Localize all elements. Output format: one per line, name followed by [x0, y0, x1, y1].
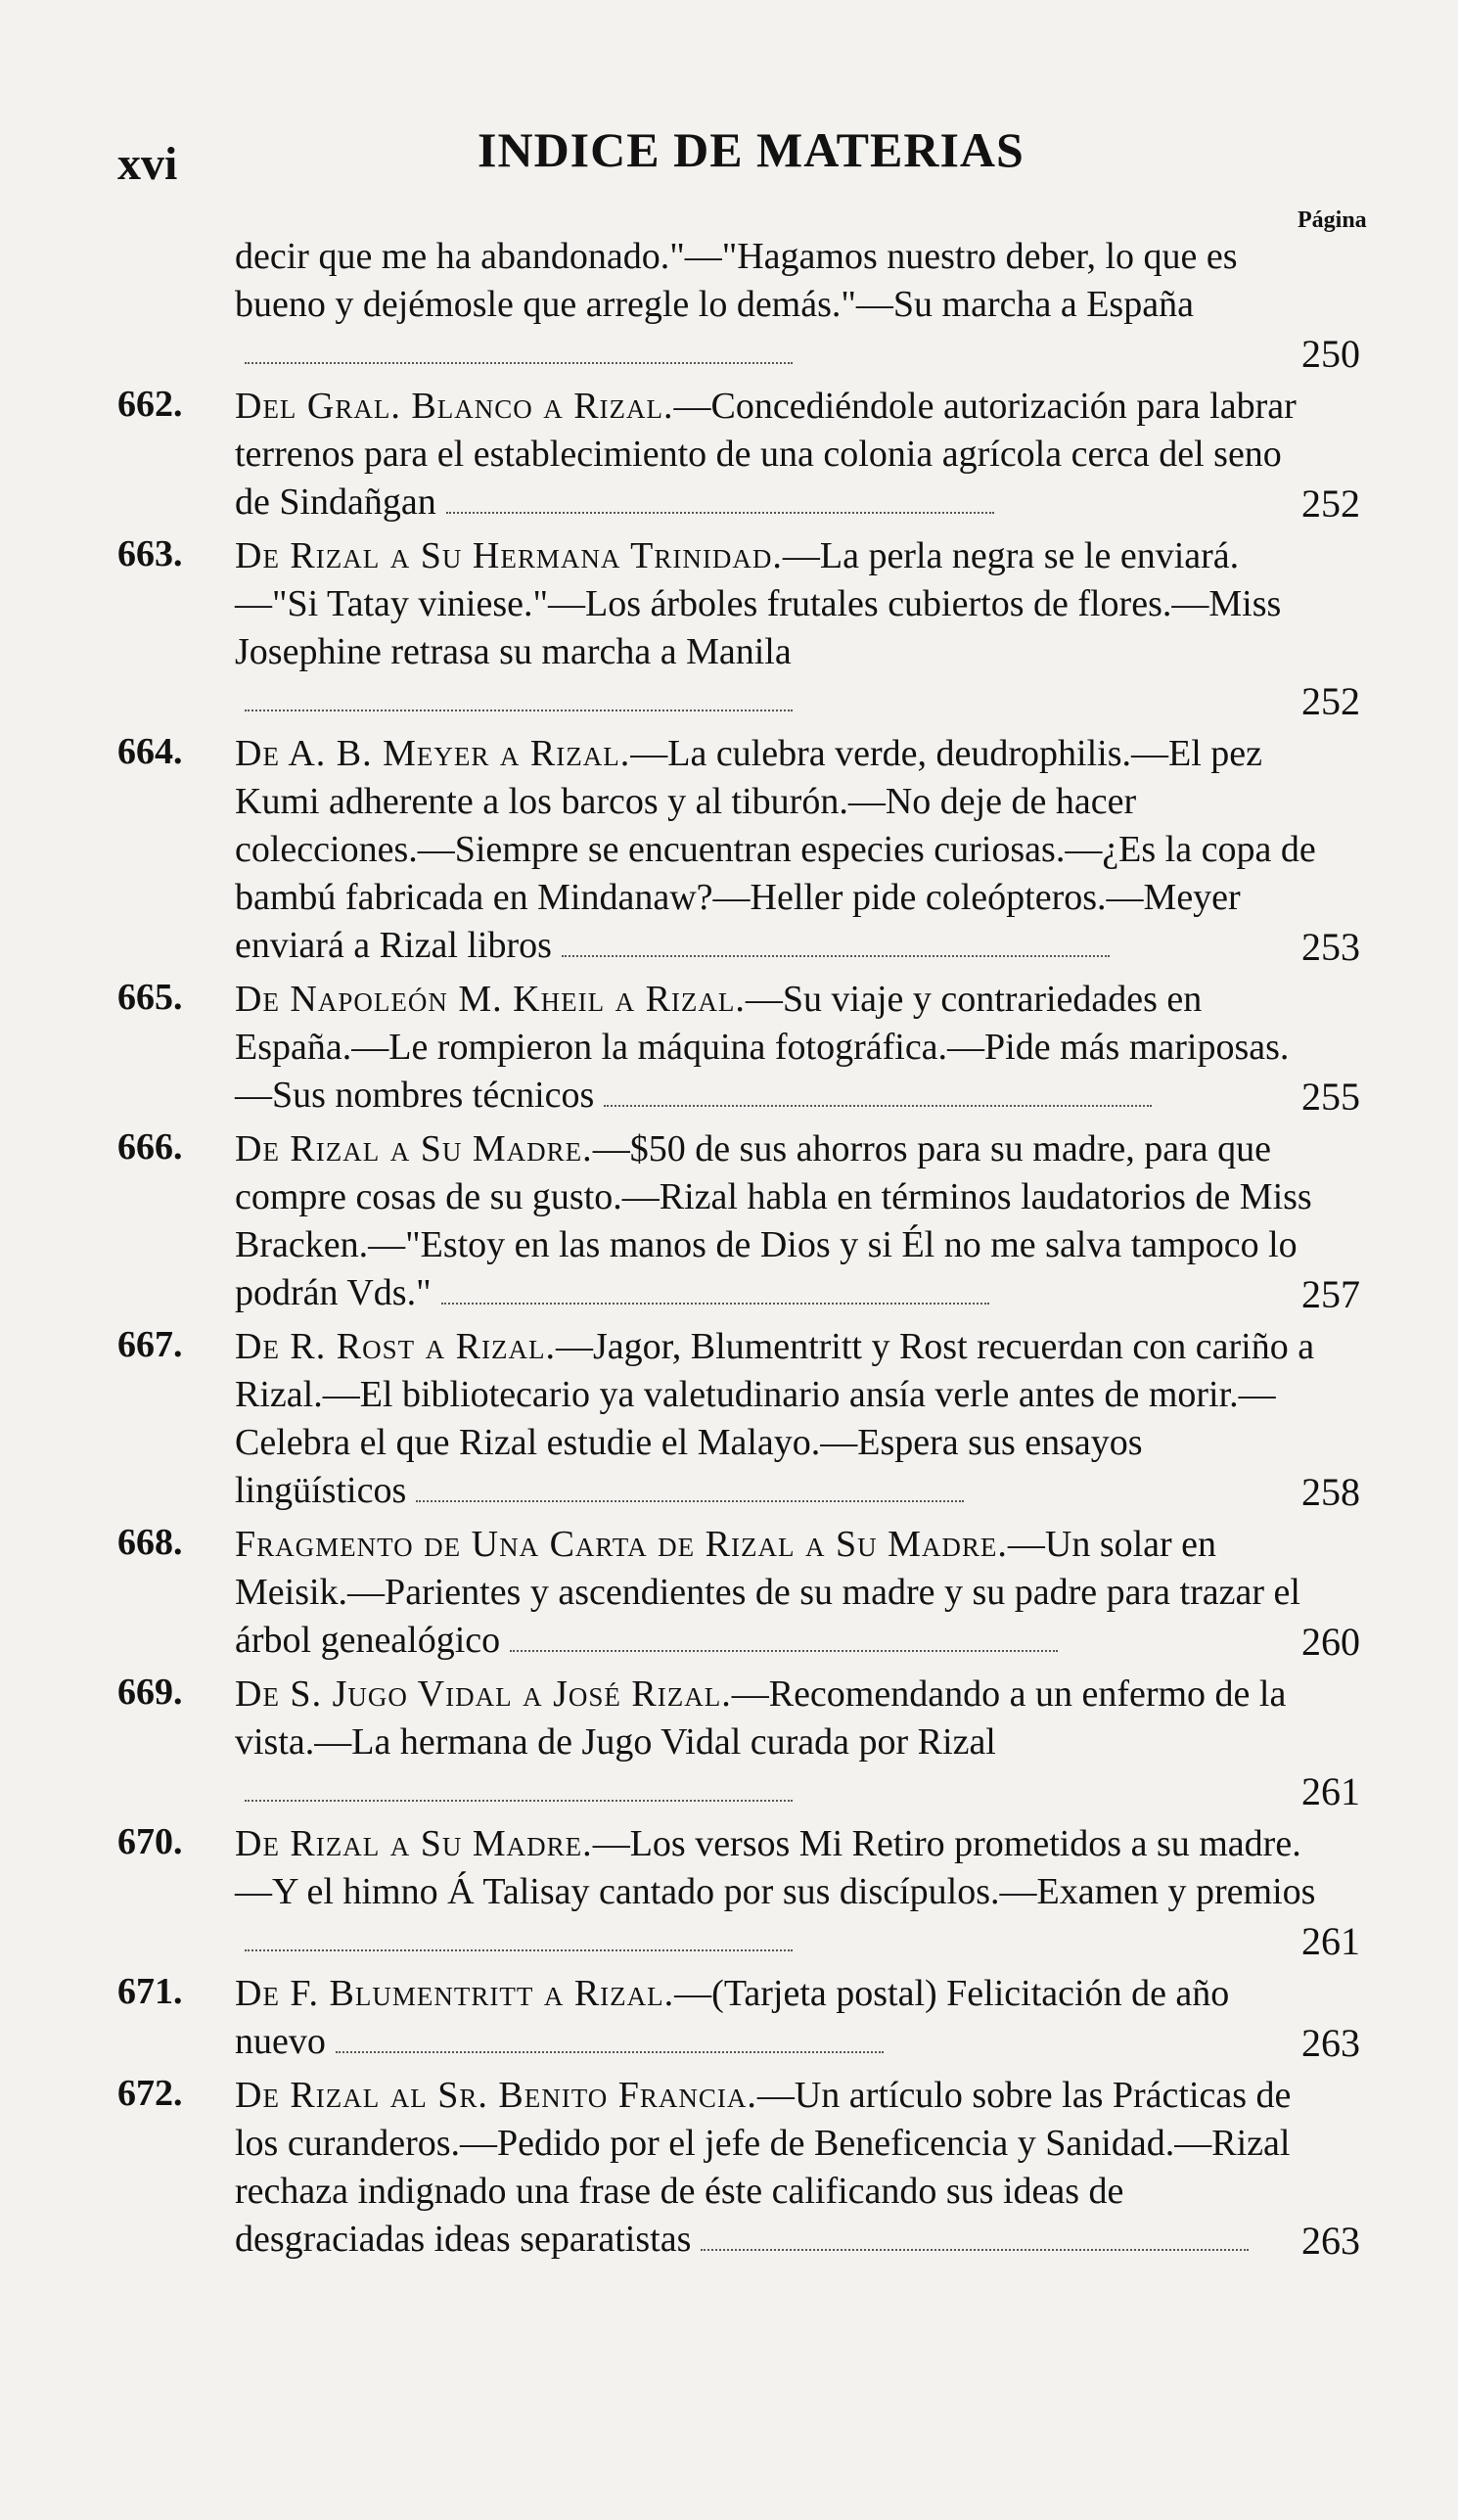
entry-heading: Del Gral. Blanco a Rizal. [235, 386, 674, 427]
entry-number: 672. [117, 2073, 183, 2114]
entry-text: —Los versos Mi Retiro prometidos a su madre.—Y el himno Á Talisay cantado por sus discípulos.—Examen y premios [235, 1823, 1316, 1912]
toc-entry [117, 383, 1360, 527]
leader-dots [701, 2239, 1249, 2251]
leader-dots [441, 1293, 989, 1305]
table-of-contents [117, 233, 1360, 2269]
entry-text: —La culebra verde, deudrophilis.—El pez Kumi adherente a los barcos y al tiburón.—No deje de hacer colecciones.—Siempre se encuentran especies curiosas.—¿Es la copa de bambú fabricada en Mindanaw?—Heller pide coleópteros.—Meyer enviará a Rizal libros [235, 733, 1316, 966]
leader-dots [245, 700, 793, 711]
entry-page: 252 [1301, 679, 1360, 723]
entry-heading: De Rizal a Su Madre. [235, 1823, 593, 1864]
leader-dots [245, 352, 793, 364]
toc-entry [117, 1671, 1360, 1814]
toc-entry [117, 1125, 1360, 1317]
entry-page: 257 [1301, 1272, 1360, 1316]
entry-number: 668. [117, 1522, 183, 1563]
toc-entry [117, 1820, 1360, 1964]
entry-page: 258 [1301, 1470, 1360, 1514]
toc-entry [117, 1521, 1360, 1665]
toc-continuation [117, 233, 1360, 377]
toc-entry [117, 1323, 1360, 1515]
entry-number: 667. [117, 1324, 183, 1365]
continuation-page: 250 [1301, 332, 1360, 376]
toc-entry [117, 2072, 1360, 2264]
entry-text: —Recomendando a un enfermo de la vista.—La hermana de Jugo Vidal curada por Rizal [235, 1673, 1287, 1763]
entry-text: —Un solar en Meisik.—Parientes y ascendientes de su madre y su padre para trazar el árbol genealógico [235, 1524, 1300, 1661]
leader-dots [245, 1940, 793, 1951]
entry-heading: De Rizal a Su Madre. [235, 1128, 593, 1169]
toc-entry [117, 976, 1360, 1120]
entry-page: 252 [1301, 481, 1360, 526]
entry-heading: De Rizal a Su Hermana Trinidad. [235, 535, 783, 576]
entry-heading: De F. Blumentritt a Rizal. [235, 1973, 675, 2014]
entry-text: —Su viaje y contrariedades en España.—Le rompieron la máquina fotográfica.—Pide más mariposas.—Sus nombres técnicos [235, 979, 1290, 1116]
entry-heading: Fragmento de Una Carta de Rizal a Su Madre. [235, 1524, 1008, 1565]
entry-page: 260 [1301, 1620, 1360, 1664]
entry-heading: De Napoleón M. Kheil a Rizal. [235, 979, 746, 1020]
entry-number: 666. [117, 1126, 183, 1168]
page-number: xvi [117, 138, 178, 190]
entry-number: 671. [117, 1971, 183, 2012]
entry-number: 662. [117, 384, 183, 425]
page-title: INDICE DE MATERIAS [478, 122, 1025, 177]
entry-text: —$50 de sus ahorros para su madre, para que compre cosas de su gusto.—Rizal habla en términos laudatorios de Miss Bracken.—"Estoy en las manos de Dios y si Él no me salva tampoco lo podrán Vds." [235, 1128, 1312, 1313]
leader-dots [604, 1095, 1152, 1107]
entry-number: 670. [117, 1821, 183, 1862]
toc-entries [117, 383, 1360, 2264]
leader-dots [416, 1490, 964, 1502]
toc-entry [117, 532, 1360, 724]
entry-number: 665. [117, 977, 183, 1018]
toc-entry [117, 1970, 1360, 2066]
entry-text: —(Tarjeta postal) Felicitación de año nuevo [235, 1973, 1230, 2062]
continuation-text: decir que me ha abandonado."—"Hagamos nuestro deber, lo que es bueno y dejémosle que arregle lo demás."—Su marcha a España [235, 236, 1238, 325]
leader-dots [336, 2041, 884, 2053]
entry-number: 669. [117, 1672, 183, 1713]
entry-page: 255 [1301, 1075, 1360, 1119]
entry-page: 263 [1301, 2219, 1360, 2263]
toc-entry [117, 730, 1360, 970]
leader-dots [510, 1640, 1058, 1652]
entry-text: —La perla negra se le enviará.—"Si Tatay viniese."—Los árboles frutales cubiertos de flores.—Miss Josephine retrasa su marcha a Manila [235, 535, 1282, 672]
entry-text: —Jagor, Blumentritt y Rost recuerdan con cariño a Rizal.—El bibliotecario ya valetudinario ansía verle antes de morir.—Celebra el que Rizal estudie el Malayo.—Espera sus ensayos lingüísticos [235, 1326, 1315, 1511]
entry-page: 263 [1301, 2021, 1360, 2065]
entry-number: 664. [117, 731, 183, 772]
entry-page: 253 [1301, 925, 1360, 969]
leader-dots [562, 945, 1110, 957]
entry-text: —Un artículo sobre las Prácticas de los curanderos.—Pedido por el jefe de Beneficencia y Sanidad.—Rizal rechaza indignado una frase de éste calificando sus ideas de desgraciadas ideas separatistas [235, 2075, 1292, 2260]
entry-page: 261 [1301, 1769, 1360, 1813]
entry-page: 261 [1301, 1919, 1360, 1963]
entry-heading: De Rizal al Sr. Benito Francia. [235, 2075, 757, 2116]
leader-dots [446, 502, 994, 514]
entry-heading: De R. Rost a Rizal. [235, 1326, 556, 1367]
entry-text: —Concediéndole autorización para labrar terrenos para el establecimiento de una colonia agrícola cerca del seno de Sindañgan [235, 386, 1297, 523]
entry-number: 663. [117, 533, 183, 574]
pagina-column-label: Página [1298, 207, 1367, 233]
entry-heading: De S. Jugo Vidal a José Rizal. [235, 1673, 732, 1715]
entry-heading: De A. B. Meyer a Rizal. [235, 733, 631, 774]
leader-dots [245, 1790, 793, 1802]
